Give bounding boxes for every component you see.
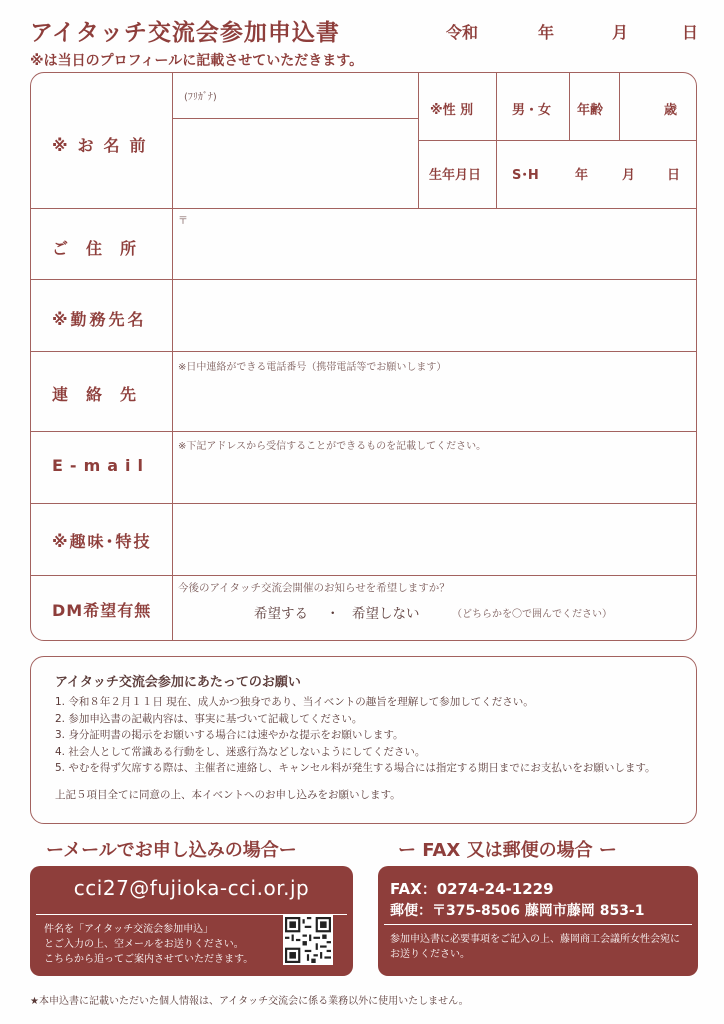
email-note: ※下記アドレスから受信することができるものを記載してください。 (178, 441, 487, 452)
gender-options: 男・女 (512, 103, 552, 118)
postal-address: 郵便：〒375-8506 藤岡市藤岡 853-1 (390, 903, 645, 919)
label-column-divider (172, 73, 173, 640)
fax-number: FAX：0274-24-1229 (390, 880, 554, 898)
privacy-footer: ★本申込書に記載いただいた個人情報は、アイタッチ交流会に係る業務以外に使用いたしません。 (30, 996, 469, 1007)
row-divider (31, 351, 696, 352)
row-divider (31, 279, 696, 280)
dm-question: 今後のアイタッチ交流会開催のお知らせを希望しますか？ (178, 582, 450, 594)
row-divider (31, 575, 696, 576)
row-divider (31, 431, 696, 432)
age-unit: 歳 (664, 103, 678, 118)
gender-label-divider (496, 73, 497, 208)
fax-box (378, 866, 698, 976)
subtitle: ※は当日のプロフィールに記載させていただきます。 (30, 53, 364, 69)
notes-item: 2. 参加申込書の記載内容は、事実に基づいて記載してください。 (55, 712, 363, 725)
page-title: アイタッチ交流会参加申込書 (30, 20, 340, 46)
dm-hint: （どちらかを〇で囲んでください） (452, 609, 612, 620)
qr-code-graphic (285, 917, 331, 963)
fax-divider (384, 924, 692, 925)
notes-footer: 上記５項目全てに同意の上、本イベントへのお申し込みをお願いします。 (55, 788, 401, 801)
birth-year: 年 (575, 168, 589, 183)
email-section-heading: ーメールでお申し込みの場合ー (46, 840, 297, 861)
date-month-label: 月 (612, 23, 629, 42)
age-label: 年齢 (577, 103, 604, 118)
notes-item: 1. 令和８年２月１１日 現在、成人かつ独身であり、当イベントの趣旨を理解して参加してください。 (55, 696, 534, 708)
date-era: 令和 (446, 23, 479, 42)
email-line-2: とご入力の上、空メールをお送りください。 (44, 939, 244, 950)
email-line-3: こちらから追ってご案内させていただきます。 (44, 954, 254, 965)
fax-note: 参加申込書に必要事項をご記入の上、藤岡商工会議所女性会宛にお送りください。 (390, 934, 680, 960)
dm-no-option[interactable]: 希望しない (352, 606, 420, 622)
notes-item: 5. やむを得ず欠席する際は、主催者に連絡し、キャンセル料が発生する場合には指定する期日までにお支払いをお願いします。 (55, 762, 656, 774)
row-divider (31, 208, 696, 209)
furigana-divider (172, 118, 418, 119)
dm-separator: ・ (326, 606, 340, 622)
notes-item: 3. 身分証明書の掲示をお願いする場合には速やかな提示をお願いします。 (55, 729, 404, 741)
date-year-label: 年 (538, 23, 555, 42)
dm-yes-option[interactable]: 希望する (254, 606, 308, 622)
date-day-label: 日 (682, 23, 699, 42)
fax-section-heading: ー FAX 又は郵便の場合 ー (398, 840, 617, 861)
gender-birth-divider (418, 140, 696, 141)
hobby-label: ※趣味･特技 (52, 532, 152, 551)
birth-day: 日 (667, 168, 681, 183)
gender-age-divider (569, 73, 570, 140)
email-instructions (44, 922, 284, 967)
birthdate-label: 生年月日 (429, 168, 482, 183)
qr-code-icon[interactable] (283, 915, 333, 965)
name-label: ※お名前 (52, 136, 156, 155)
contact-note: ※日中連絡ができる電話番号（携帯電話等でお願いします） (178, 362, 447, 373)
email-address[interactable]: cci27@fujioka-cci.or.jp (73, 876, 310, 900)
contact-label: 連絡先 (52, 385, 155, 404)
gender-label: ※性 別 (430, 103, 474, 118)
birth-month: 月 (622, 168, 636, 183)
postal-mark: 〒 (178, 216, 188, 227)
notes-box (30, 656, 697, 824)
birth-era: S･H (512, 168, 539, 183)
application-form (30, 72, 697, 641)
notes-title: アイタッチ交流会参加にあたってのお願い (55, 675, 301, 690)
notes-item: 4. 社会人として常識ある行動をし、迷惑行為などしないようにしてください。 (55, 745, 426, 758)
furigana-label: (ﾌﾘｶﾞﾅ) (184, 92, 217, 103)
age-label-divider (619, 73, 620, 140)
email-label: E-mail (52, 456, 151, 475)
dm-label: DM希望有無 (52, 601, 152, 620)
address-label: ご住所 (52, 239, 155, 258)
row-divider (31, 503, 696, 504)
workplace-label: ※勤務先名 (52, 310, 147, 329)
email-line-1: 件名を「アイタッチ交流会参加申込」 (44, 924, 214, 935)
